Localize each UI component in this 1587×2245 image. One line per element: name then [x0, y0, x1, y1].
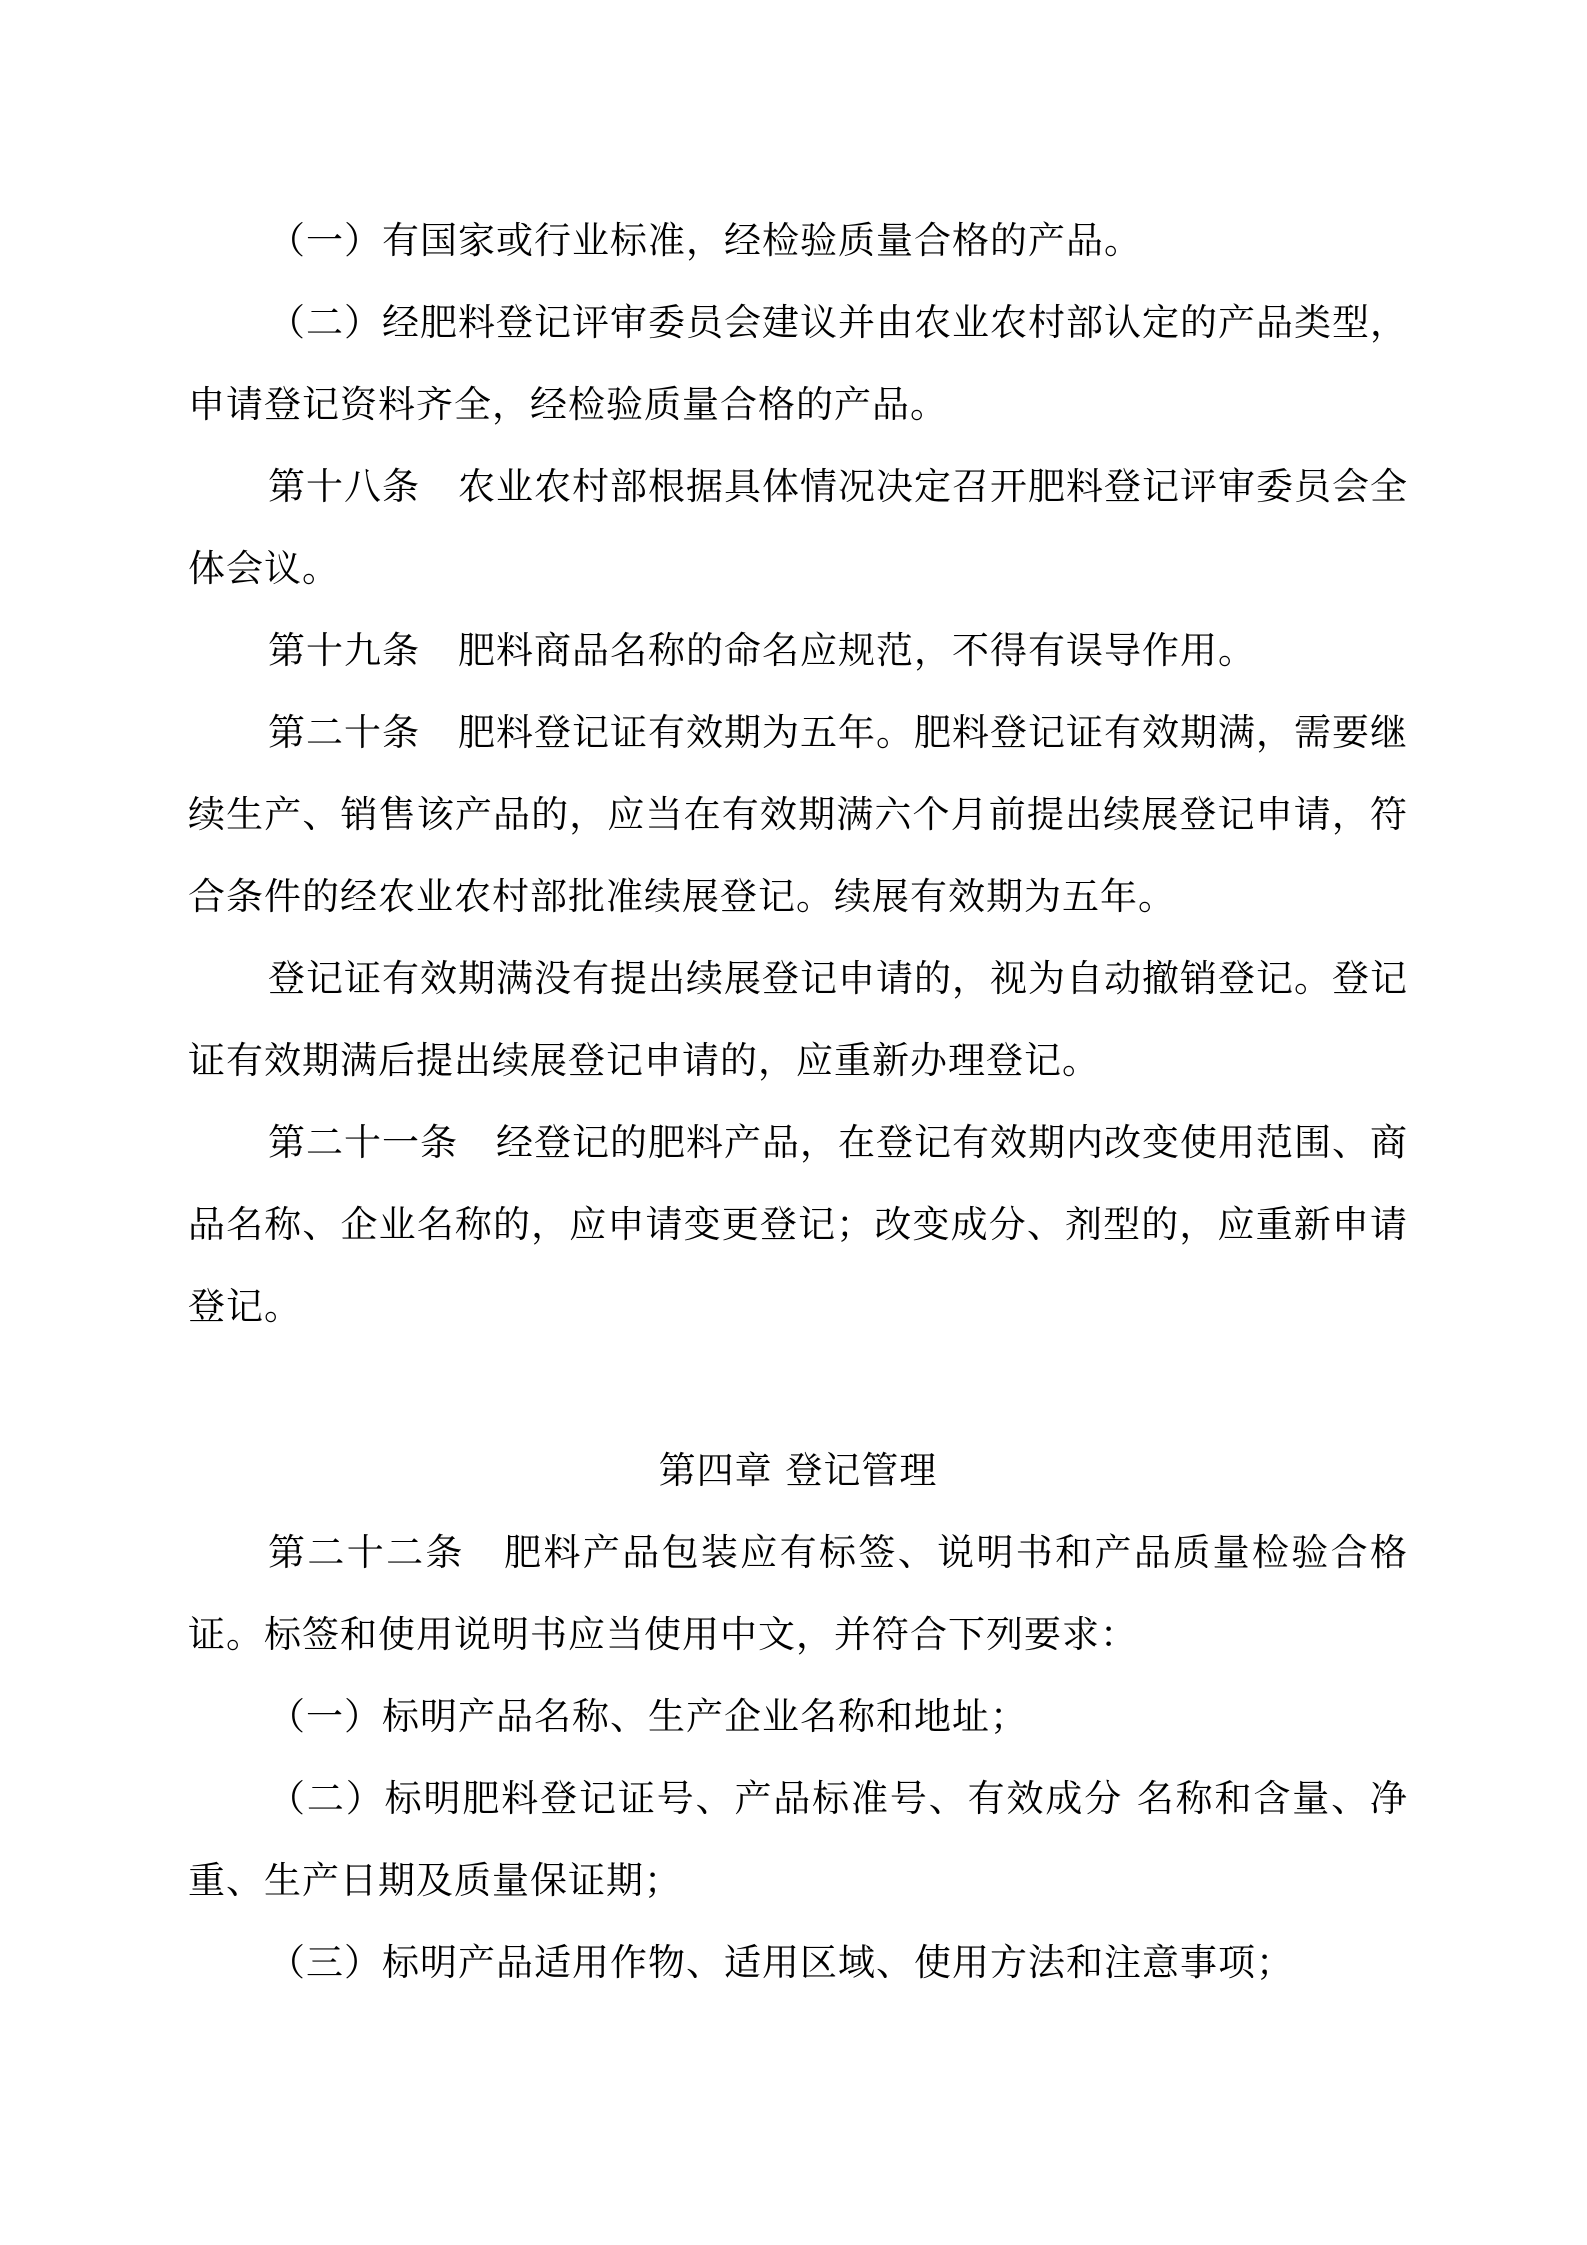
- article-21: 第二十一条 经登记的肥料产品，在登记有效期内改变使用范围、商品名称、企业名称的，应申请变更登记；改变成分、剂型的，应重新申请登记。: [188, 1121, 1408, 1328]
- article-19: 第十九条 肥料商品名称的命名应规范，不得有误导作用。: [268, 629, 1256, 672]
- chapter-heading: 第四章 登记管理: [658, 1449, 938, 1492]
- paragraph-item-1: （一）有国家或行业标准，经检验质量合格的产品。: [268, 219, 1142, 262]
- article-18: 第十八条 农业农村部根据具体情况决定召开肥料登记评审委员会全体会议。: [188, 465, 1408, 590]
- article-20-continuation: 登记证有效期满没有提出续展登记申请的，视为自动撤销登记。登记证有效期满后提出续展登记申请的，应重新办理登记。: [188, 957, 1408, 1082]
- section-spacer: [188, 1348, 1408, 1430]
- article-22: 第二十二条 肥料产品包装应有标签、说明书和产品质量检验合格证。标签和使用说明书应当使用中文，并符合下列要求：: [188, 1531, 1408, 1656]
- document-body: [188, 200, 1408, 2004]
- paragraph-item-2: （二）经肥料登记评审委员会建议并由农业农村部认定的产品类型，申请登记资料齐全，经检验质量合格的产品。: [188, 301, 1408, 426]
- label-requirement-1: （一）标明产品名称、生产企业名称和地址；: [268, 1695, 1028, 1738]
- article-20: 第二十条 肥料登记证有效期为五年。肥料登记证有效期满，需要继续生产、销售该产品的，应当在有效期满六个月前提出续展登记申请，符合条件的经农业农村部批准续展登记。续展有效期为五年。: [188, 711, 1408, 918]
- label-requirement-2: （二）标明肥料登记证号、产品标准号、有效成分 名称和含量、净重、生产日期及质量保证期；: [188, 1777, 1408, 1902]
- label-requirement-3: （三）标明产品适用作物、适用区域、使用方法和注意事项；: [268, 1941, 1294, 1984]
